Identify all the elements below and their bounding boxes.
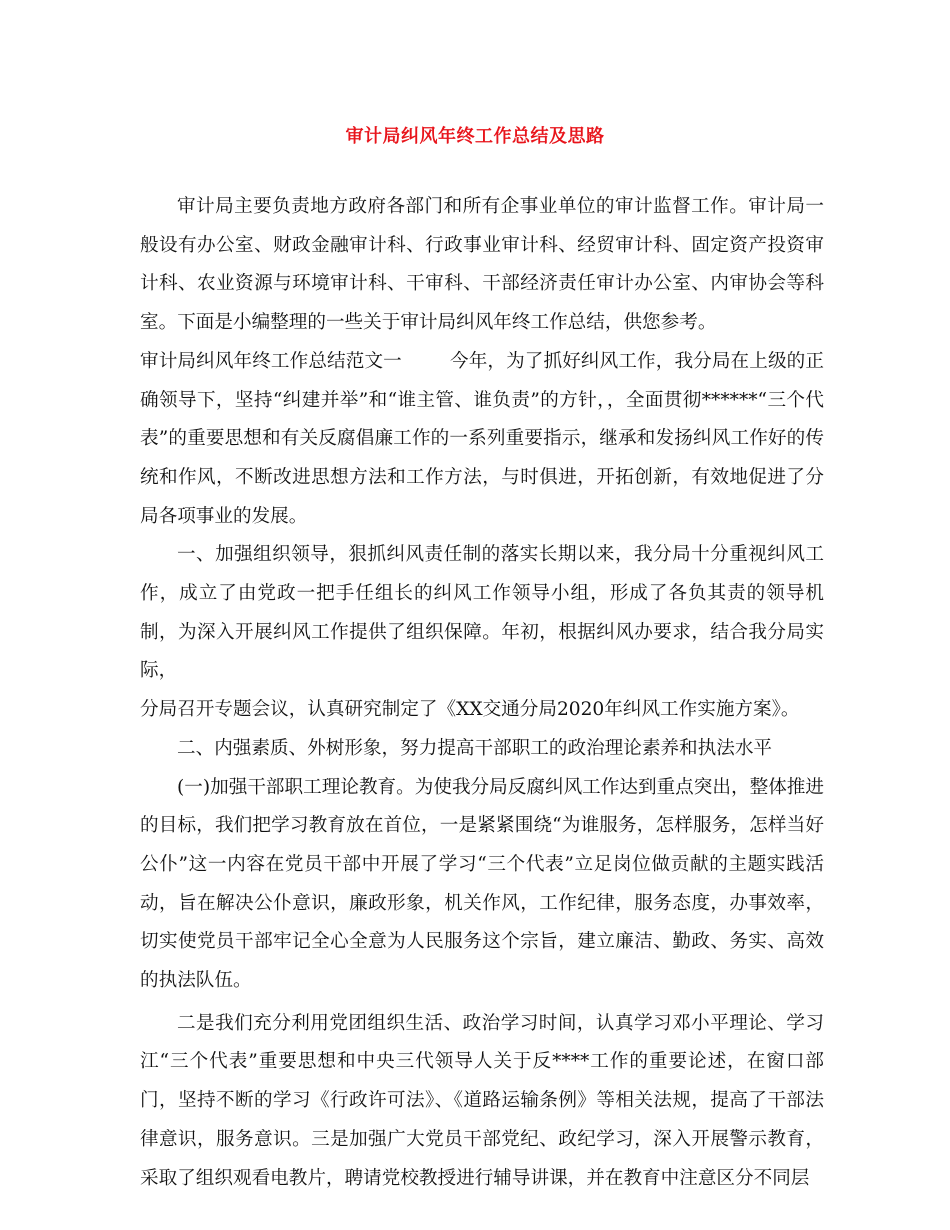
section2-heading: 二、内强素质、外树形象，努力提高干部职工的政治理论素养和执法水平 — [177, 737, 773, 759]
section2-item1-paragraph: (一)加强干部职工理论教育。为使我分局反腐纠风工作达到重点突出，整体推进的目标，我们把学习教育放在首位，一是紧紧围绕“为谁服务，怎样服务，怎样当好公仆”这一内容在党员干部中开展了学习“三个代表”立足岗位做贡献的主题实践活动，旨在解决公仆意识，廉政形象，机关作风，工作纪律，服务态度，办事效率，切实使党员干部牢记全心全意为人民服务这个宗旨，建立廉洁、勤政、务实、高效的执法队伍。 — [140, 776, 824, 992]
sample-heading: 审计局纠风年终工作总结范文一 — [140, 350, 402, 372]
intro-paragraph: 审计局主要负责地方政府各部门和所有企事业单位的审计监督工作。审计局一般设有办公室、财政金融审计科、行政事业审计科、经贸审计科、固定资产投资审计科、农业资源与环境审计科、干审科、干部经济责任审计办公室、内审协会等科室。下面是小编整理的一些关于审计局纠风年终工作总结，供您参考。 — [140, 196, 824, 334]
document-body — [140, 188, 824, 1198]
document-title: 审计局纠风年终工作总结及思路 — [345, 126, 605, 147]
sample-body: 今年，为了抓好纠风工作，我分局在上级的正确领导下，坚持“纠建并举”和“谁主管、谁负责”的方针，，全面贯彻******“三个代表”的重要思想和有关反腐倡廉工作的一系列重要指示，继承和发扬纠风工作好的传统和作风，不断改进思想方法和工作方法，与时俱进，开拓创新，有效地促进了分局各项事业的发展。 — [140, 350, 824, 527]
sample-paragraph — [140, 343, 824, 537]
section2-item2-paragraph: 二是我们充分利用党团组织生活、政治学习时间，认真学习邓小平理论、学习江“三个代表”重要思想和中央三代领导人关于反****工作的重要论述，在窗口部门，坚持不断的学习《行政许可法》、《道路运输条例》等相关法规，提高了干部法律意识，服务意识。三是加强广大党员干部党纪、政纪学习，深入开展警示教育，采取了组织观看电教片，聘请党校教授进行辅导讲课，并在教育中注意区分不同层 — [140, 1012, 824, 1189]
section1-continuation: 分局召开专题会议，认真研究制定了《XX交通分局2020年纠风工作实施方案》。 — [140, 699, 800, 721]
section1-paragraph: 一、加强组织领导，狠抓纠风责任制的落实长期以来，我分局十分重视纠风工作，成立了由党政一把手任组长的纠风工作领导小组，形成了各负其责的领导机制，为深入开展纠风工作提供了组织保障。年初，根据纠风办要求，结合我分局实际， — [140, 544, 824, 682]
